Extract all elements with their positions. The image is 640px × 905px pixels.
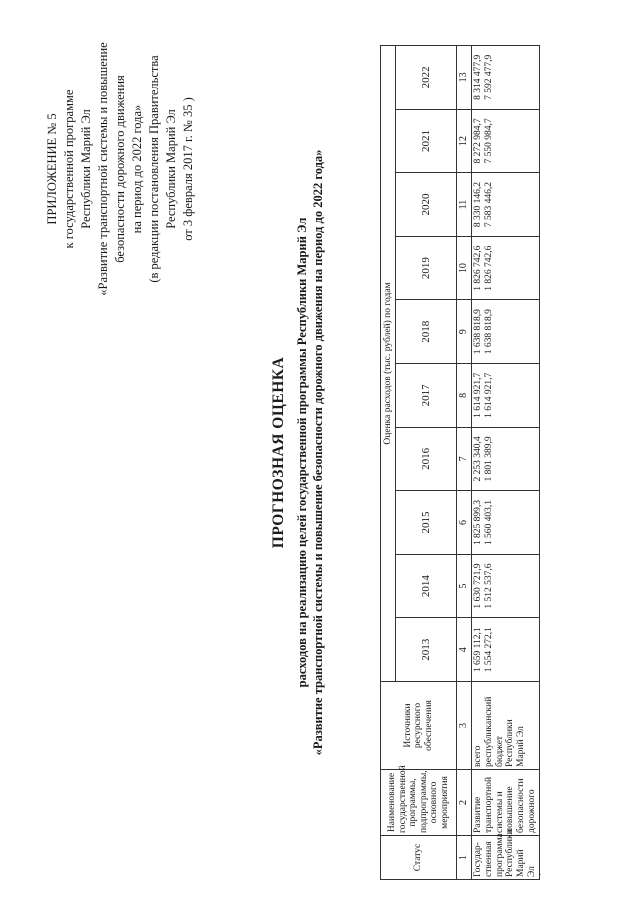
total-value: 1 638 818,9 <box>473 309 483 355</box>
document-title: ПРОГНОЗНАЯ ОЦЕНКА <box>270 356 287 549</box>
republic-budget-value: 1 560 403,1 <box>483 499 494 546</box>
year-value-cell <box>472 491 540 555</box>
total-value: 1 630 721,9 <box>473 563 483 609</box>
total-value: 2 253 340,4 <box>473 436 483 482</box>
column-number: 8 <box>457 364 472 428</box>
program-name-cell: Развитие транспортной системы и повышение безопасности дорожного <box>472 770 540 836</box>
republic-budget-value: 1 554 272,1 <box>483 627 494 673</box>
year-value-cell <box>472 46 540 110</box>
republic-budget-value: 1 512 537,6 <box>483 563 494 609</box>
column-number-row <box>457 46 472 880</box>
year-value-cell <box>472 173 540 237</box>
appendix-line: безопасности дорожного движения <box>113 75 127 263</box>
appendix-block <box>44 21 197 317</box>
republic-budget-value: 7 550 984,7 <box>483 118 494 164</box>
column-number: 5 <box>457 554 472 618</box>
year-header: 2022 <box>396 46 457 110</box>
total-value: 8 330 146,2 <box>473 181 483 228</box>
total-value: 1 614 921,7 <box>473 372 483 418</box>
subtitle-line-2: «Развитие транспортной системы и повышение безопасности дорожного движения на период до 2022 года» <box>311 149 325 756</box>
header-row <box>381 46 396 880</box>
year-value-cell <box>472 300 540 364</box>
year-value-cell <box>472 427 540 491</box>
column-number: 4 <box>457 618 472 682</box>
column-number: 2 <box>457 770 472 836</box>
total-value: 1 659 112,1 <box>473 627 483 673</box>
year-header: 2021 <box>396 109 457 173</box>
column-number: 10 <box>457 236 472 300</box>
funding-sources-header: Источники ресурсного обеспечения <box>381 682 457 770</box>
appendix-line: Республики Марий Эл <box>79 109 93 229</box>
subtitle-line-1: расходов на реализацию целей государственной программы Республики Марий Эл <box>295 217 309 688</box>
estimate-header: Оценка расходов (тыс. рублей) по годам <box>381 46 396 682</box>
total-value: 8 314 477,9 <box>473 54 483 100</box>
year-header: 2013 <box>396 618 457 682</box>
year-header: 2016 <box>396 427 457 491</box>
year-value-cell <box>472 236 540 300</box>
year-header: 2020 <box>396 173 457 237</box>
year-header: 2015 <box>396 491 457 555</box>
column-number: 3 <box>457 682 472 770</box>
column-number: 11 <box>457 173 472 237</box>
republic-budget-value: 1 638 818,9 <box>483 309 494 355</box>
republic-budget-value: 1 826 742,6 <box>483 245 494 291</box>
column-number: 6 <box>457 491 472 555</box>
appendix-line: к государственной программе <box>62 89 76 249</box>
column-number: 12 <box>457 109 472 173</box>
appendix-line: от 3 февраля 2017 г. № 35 ) <box>181 97 195 241</box>
year-header: 2019 <box>396 236 457 300</box>
column-number: 1 <box>457 836 472 880</box>
year-header: 2018 <box>396 300 457 364</box>
status-cell: Государ- ственная программа Республики Марий Эл <box>472 836 540 880</box>
column-number: 9 <box>457 300 472 364</box>
year-value-cell <box>472 554 540 618</box>
expenditure-table <box>380 45 540 880</box>
republic-budget-value: 1 801 389,9 <box>483 436 494 482</box>
column-number: 7 <box>457 427 472 491</box>
appendix-line: ПРИЛОЖЕНИЕ № 5 <box>45 113 59 225</box>
year-value-cell <box>472 618 540 682</box>
appendix-line: Республики Марий Эл <box>164 109 178 229</box>
republic-budget-value: 7 592 477,9 <box>483 54 494 100</box>
year-header: 2017 <box>396 364 457 428</box>
document-title-block <box>270 0 326 905</box>
appendix-line: на период до 2022 года» <box>130 104 144 234</box>
status-header: Статус <box>381 836 457 880</box>
total-value: 1 826 742,6 <box>473 245 483 291</box>
year-header: 2014 <box>396 554 457 618</box>
column-number: 13 <box>457 46 472 110</box>
funding-source-cell: всего республиканский бюджет Республики Марий Эл <box>472 682 540 770</box>
appendix-line: «Развитие транспортной системы и повышение <box>96 42 110 296</box>
year-value-cell <box>472 364 540 428</box>
table-row <box>472 46 540 880</box>
total-value: 1 825 899,3 <box>473 499 483 546</box>
scan-speck <box>540 874 541 875</box>
total-value: 8 272 984,7 <box>473 118 483 164</box>
year-value-cell <box>472 109 540 173</box>
appendix-line: (в редакции постановления Правительства <box>147 55 161 283</box>
republic-budget-value: 1 614 921,7 <box>483 372 494 418</box>
republic-budget-value: 7 583 446,2 <box>483 181 494 228</box>
program-name-header: Наименование государственной программы, подпрограммы, основного мероприятия <box>381 770 457 836</box>
document-subtitle <box>294 0 326 905</box>
